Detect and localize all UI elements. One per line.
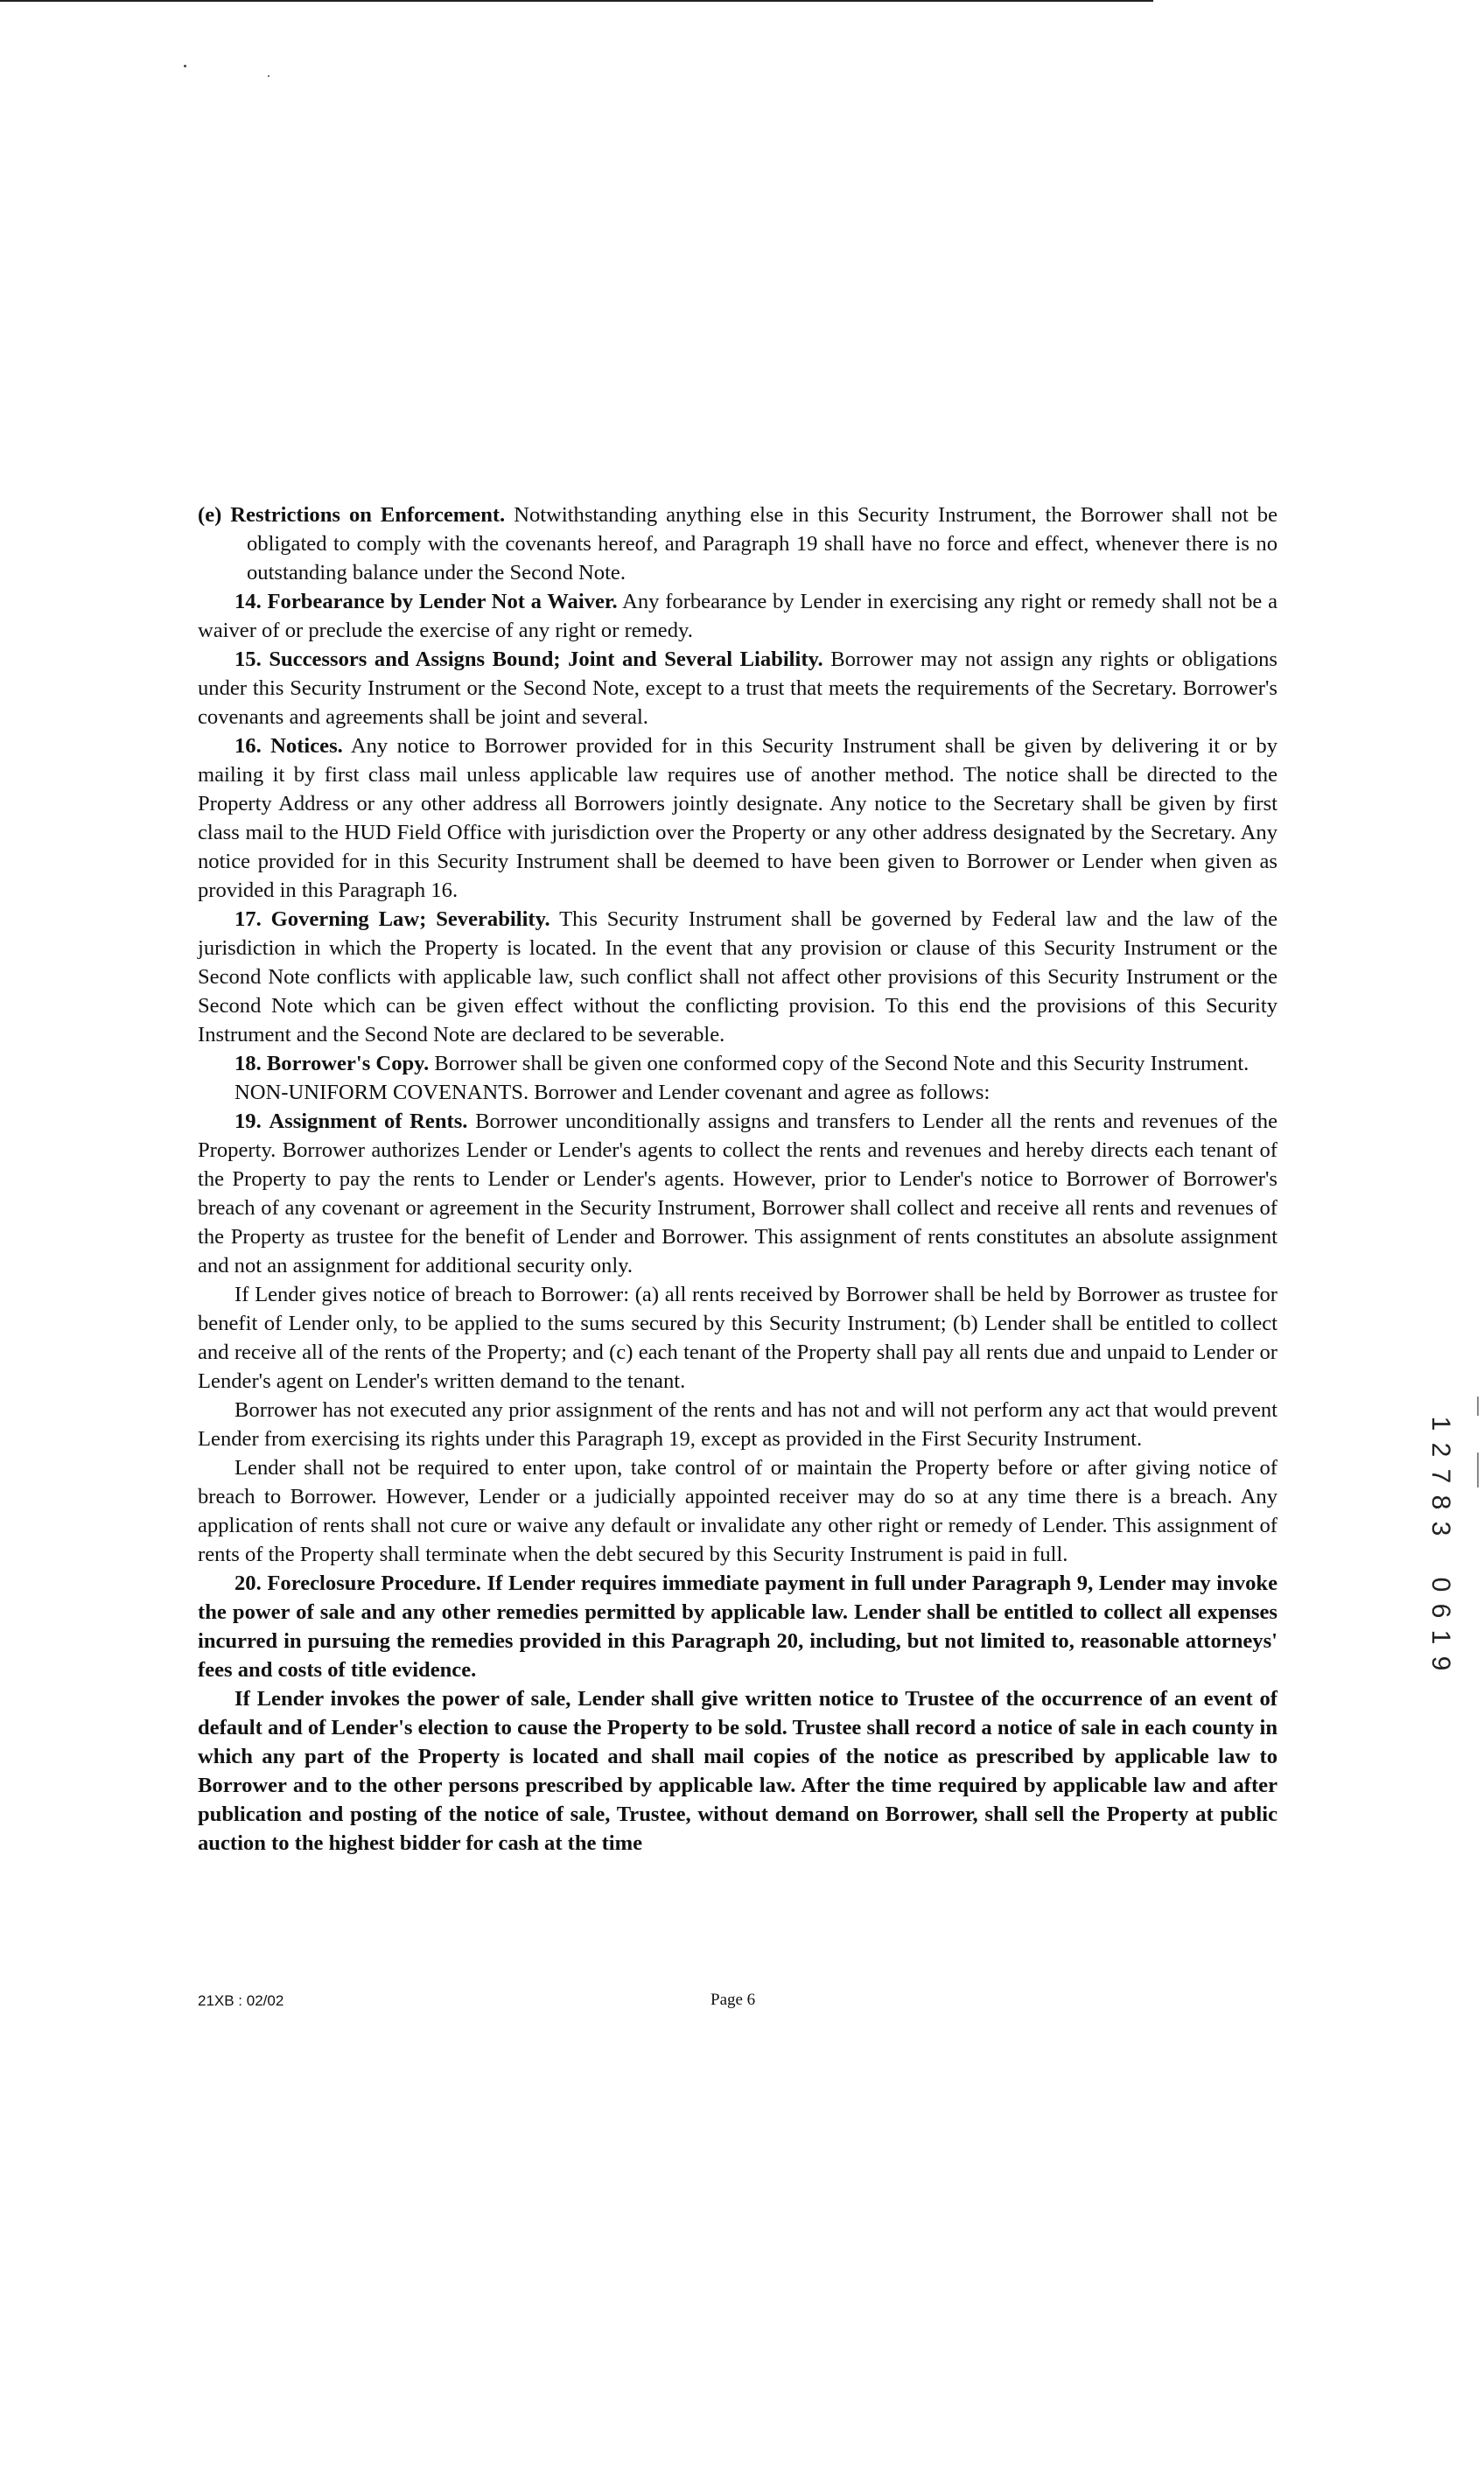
recording-digit: 9 (1426, 1656, 1455, 1671)
recording-digit: 1 (1426, 1416, 1455, 1432)
top-edge-rule (0, 0, 1153, 2)
document-body (198, 500, 1278, 1858)
recording-number-stamp (1424, 1410, 1456, 1676)
paragraph-18-borrowers-copy (198, 1049, 1278, 1078)
recording-digit: 7 (1426, 1468, 1455, 1484)
paragraph-text: Any forbearance by Lender in exercising any right or remedy shall not be a waiver of or preclude the exercise of any right or remedy. (198, 590, 1278, 642)
paragraph-heading: Governing Law; Severability. (270, 907, 550, 931)
page-number: Page 6 (710, 1991, 756, 2009)
paragraph-number: 14. (234, 590, 262, 613)
paragraph-text: Borrower shall be given one conformed copy of the Second Note and this Security Instrument. (429, 1052, 1250, 1075)
recording-digit: 6 (1426, 1603, 1455, 1619)
paragraph-heading: Restrictions on Enforcement. (230, 503, 506, 527)
recording-digit: 0 (1426, 1577, 1455, 1592)
paragraph-text: Borrower unconditionally assigns and transfers to Lender all the rents and revenues of the Property. Borrower authorizes Lender or Lender's agents to collect the rents and revenues and hereby directs each tenant of the Property to pay the rents to Lender or Lender's agents. However, prior to Lender's notice to Borrower of Borrower's breach of any covenant or agreement in the Security Instrument, Borrower shall collect and receive all rents and revenues of the Property as trustee for the benefit of Lender and Borrower. This assignment of rents constitutes an absolute assignment and not an assignment for additional security only. (198, 1110, 1278, 1278)
paragraph-number: 18. (234, 1052, 262, 1075)
scan-edge-mark (1477, 1396, 1479, 1416)
paragraph-text: Notwithstanding anything else in this Security Instrument, the Borrower shall not be obligated to comply with the covenants hereof, and Paragraph 19 shall have no force and effect, whenever there is no outstanding balance under the Second Note. (247, 503, 1278, 584)
paragraph-19-assignment-of-rents (198, 1107, 1278, 1280)
paragraph-text: Borrower may not assign any rights or obligations under this Security Instrument or the Second Note, except to a trust that meets the requirements of the Secretary. Borrower's covenants and agreements shall be joint and several. (198, 648, 1278, 729)
paragraph-heading: Foreclosure Procedure. (267, 1572, 481, 1595)
paragraph-number: 17. (234, 907, 262, 931)
recording-digit: 1 (1426, 1629, 1455, 1645)
scan-speck (184, 65, 186, 67)
paragraph-text: If Lender requires immediate payment in full under Paragraph 9, Lender may invoke the power of sale and any other remedies permitted by applicable law. Lender shall be entitled to collect all expenses incurred in pursuing the remedies provided in this Paragraph 20, including, but not limited to, reasonable attorneys' fees and costs of title evidence. (198, 1572, 1278, 1682)
recording-number-part2 (1424, 1572, 1456, 1676)
paragraph-heading: Notices. (270, 734, 343, 758)
recording-digit: 3 (1426, 1521, 1455, 1536)
scan-speck (268, 75, 270, 77)
recording-digit: 2 (1426, 1442, 1455, 1458)
non-uniform-covenants-heading: NON-UNIFORM COVENANTS. Borrower and Lender covenant and agree as follows: (234, 1081, 990, 1104)
paragraph-number: 19. (234, 1110, 262, 1133)
paragraph-16-notices (198, 732, 1278, 905)
paragraph-19-lender-control: Lender shall not be required to enter upon, take control of or maintain the Property before or after giving notice of breach to Borrower. However, Lender or a judicially appointed receiver may do so at any time there is a breach. Any application of rents shall not cure or waive any default or invalidate any other right or remedy of Lender. This assignment of rents of the Property shall terminate when the debt secured by this Security Instrument is paid in full. (198, 1456, 1278, 1566)
form-code: 21XB : 02/02 (198, 1992, 284, 2009)
recording-digit: 8 (1426, 1494, 1455, 1510)
paragraph-number: 15. (234, 648, 262, 671)
paragraph-14-forbearance (198, 587, 1278, 645)
paragraph-heading: Assignment of Rents. (269, 1110, 468, 1133)
paragraph-text: This Security Instrument shall be governed by Federal law and the law of the jurisdiction in which the Property is located. In the event that any provision or clause of this Security Instrument or the Second Note conflicts with applicable law, such conflict shall not affect other provisions of this Security Instrument or the Second Note which can be given effect without the conflicting provision. To this end the provisions of this Security Instrument and the Second Note are declared to be severable. (198, 907, 1278, 1046)
recording-number-part1 (1424, 1410, 1456, 1542)
paragraph-20-foreclosure (198, 1569, 1278, 1684)
paragraph-number: 16. (234, 734, 262, 758)
paragraph-number: (e) (198, 503, 222, 527)
paragraph-20-power-of-sale: If Lender invokes the power of sale, Lender shall give written notice to Trustee of the occurrence of an event of default and of Lender's election to cause the Property to be sold. Trustee shall record a notice of sale in each county in which any part of the Property is located and shall mail copies of the notice as prescribed by applicable law to Borrower and to the other persons prescribed by applicable law. After the time required by applicable law and after publication and posting of the notice of sale, Trustee, without demand on Borrower, shall sell the Property at public auction to the highest bidder for cash at the time (198, 1687, 1278, 1855)
paragraph-heading: Forbearance by Lender Not a Waiver. (267, 590, 618, 613)
paragraph-number: 20. (234, 1572, 262, 1595)
paragraph-text: Any notice to Borrower provided for in this Security Instrument shall be given by delivering it or by mailing it by first class mail unless applicable law requires use of another method. The notice shall be directed to the Property Address or any other address all Borrowers jointly designate. Any notice to the Secretary shall be given by first class mail to the HUD Field Office with jurisdiction over the Property or any other address designated by the Secretary. Any notice provided for in this Security Instrument shall be deemed to have been given to Borrower or Lender when given as provided in this Paragraph 16. (198, 734, 1278, 902)
paragraph-heading: Successors and Assigns Bound; Joint and Several Liability. (269, 648, 823, 671)
paragraph-19-breach-notice: If Lender gives notice of breach to Borrower: (a) all rents received by Borrower shall be held by Borrower as trustee for benefit of Lender only, to be applied to the sums secured by this Security Instrument; (b) Lender shall be entitled to collect and receive all of the rents of the Property; and (c) each tenant of the Property shall pay all rents due and unpaid to Lender or Lender's agent on Lender's written demand to the tenant. (198, 1283, 1278, 1393)
paragraph-19-prior-assignment: Borrower has not executed any prior assignment of the rents and has not and will not perform any act that would prevent Lender from exercising its rights under this Paragraph 19, except as provided in the First Security Instrument. (198, 1398, 1278, 1451)
paragraph-heading: Borrower's Copy. (266, 1052, 430, 1075)
scan-edge-mark (1477, 1452, 1479, 1488)
paragraph-17-governing-law (198, 905, 1278, 1049)
paragraph-15-successors (198, 645, 1278, 732)
paragraph-e-restrictions (198, 500, 1278, 587)
